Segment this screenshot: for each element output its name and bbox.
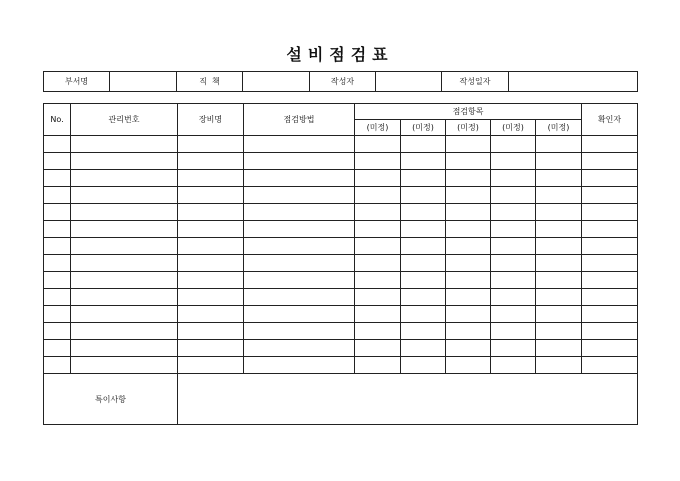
position-label: 직 책: [177, 72, 243, 92]
table-cell[interactable]: [582, 153, 638, 170]
table-cell[interactable]: [582, 136, 638, 153]
table-cell[interactable]: [71, 357, 178, 374]
table-cell[interactable]: [582, 357, 638, 374]
table-cell[interactable]: [446, 187, 491, 204]
table-cell[interactable]: [401, 153, 446, 170]
table-cell[interactable]: [491, 136, 536, 153]
table-cell[interactable]: [178, 187, 244, 204]
table-cell[interactable]: [244, 187, 355, 204]
table-cell[interactable]: [582, 289, 638, 306]
table-cell[interactable]: [536, 340, 582, 357]
table-cell[interactable]: [536, 357, 582, 374]
table-cell[interactable]: [446, 170, 491, 187]
table-cell[interactable]: [536, 204, 582, 221]
table-row: [44, 255, 638, 272]
table-cell[interactable]: [244, 255, 355, 272]
table-cell[interactable]: [71, 255, 178, 272]
table-cell[interactable]: [582, 221, 638, 238]
table-cell[interactable]: [355, 340, 401, 357]
department-field[interactable]: [110, 72, 177, 92]
remarks-field[interactable]: [178, 374, 638, 425]
table-cell[interactable]: [244, 289, 355, 306]
table-cell[interactable]: [536, 187, 582, 204]
table-cell[interactable]: [401, 238, 446, 255]
table-cell[interactable]: [71, 136, 178, 153]
table-cell[interactable]: [491, 204, 536, 221]
table-cell[interactable]: [44, 289, 71, 306]
item-subheader-4: (미정): [491, 120, 536, 136]
table-cell[interactable]: [178, 221, 244, 238]
table-cell[interactable]: [178, 255, 244, 272]
table-row: [44, 306, 638, 323]
table-cell[interactable]: [244, 340, 355, 357]
table-cell[interactable]: [178, 272, 244, 289]
table-cell[interactable]: [491, 340, 536, 357]
table-cell[interactable]: [401, 289, 446, 306]
table-cell[interactable]: [446, 204, 491, 221]
table-cell[interactable]: [44, 136, 71, 153]
table-cell[interactable]: [44, 323, 71, 340]
table-cell[interactable]: [178, 204, 244, 221]
table-cell[interactable]: [582, 306, 638, 323]
table-cell[interactable]: [491, 323, 536, 340]
table-cell[interactable]: [446, 255, 491, 272]
table-cell[interactable]: [244, 238, 355, 255]
table-cell[interactable]: [446, 272, 491, 289]
table-cell[interactable]: [401, 340, 446, 357]
table-cell[interactable]: [71, 221, 178, 238]
header-management-number: 관리번호: [71, 104, 178, 136]
table-cell[interactable]: [491, 357, 536, 374]
table-cell[interactable]: [401, 204, 446, 221]
table-row: [44, 204, 638, 221]
table-cell[interactable]: [401, 323, 446, 340]
table-cell[interactable]: [401, 221, 446, 238]
table-cell[interactable]: [582, 170, 638, 187]
header-confirmer: 확인자: [582, 104, 638, 136]
table-cell[interactable]: [355, 255, 401, 272]
table-cell[interactable]: [44, 187, 71, 204]
table-cell[interactable]: [178, 323, 244, 340]
table-cell[interactable]: [71, 289, 178, 306]
table-cell[interactable]: [491, 255, 536, 272]
item-subheader-5: (미정): [536, 120, 582, 136]
table-row: [44, 238, 638, 255]
position-field[interactable]: [243, 72, 310, 92]
table-cell[interactable]: [355, 289, 401, 306]
table-cell[interactable]: [491, 272, 536, 289]
table-cell[interactable]: [401, 187, 446, 204]
header-inspection-method: 점검방법: [244, 104, 355, 136]
table-cell[interactable]: [401, 306, 446, 323]
date-field[interactable]: [509, 72, 638, 92]
table-cell[interactable]: [446, 238, 491, 255]
table-cell[interactable]: [491, 153, 536, 170]
table-cell[interactable]: [355, 306, 401, 323]
table-cell[interactable]: [244, 221, 355, 238]
table-cell[interactable]: [491, 187, 536, 204]
table-cell[interactable]: [44, 153, 71, 170]
table-cell[interactable]: [178, 136, 244, 153]
table-cell[interactable]: [401, 357, 446, 374]
table-cell[interactable]: [536, 221, 582, 238]
table-cell[interactable]: [71, 153, 178, 170]
table-cell[interactable]: [71, 340, 178, 357]
table-cell[interactable]: [401, 272, 446, 289]
table-cell[interactable]: [178, 306, 244, 323]
table-cell[interactable]: [244, 357, 355, 374]
table-cell[interactable]: [582, 272, 638, 289]
table-cell[interactable]: [536, 289, 582, 306]
table-cell[interactable]: [582, 187, 638, 204]
table-cell[interactable]: [536, 306, 582, 323]
table-row: [44, 153, 638, 170]
table-cell[interactable]: [71, 238, 178, 255]
table-cell[interactable]: [491, 238, 536, 255]
table-cell[interactable]: [582, 238, 638, 255]
table-cell[interactable]: [582, 340, 638, 357]
table-cell[interactable]: [536, 255, 582, 272]
table-cell[interactable]: [71, 306, 178, 323]
table-cell[interactable]: [244, 170, 355, 187]
table-row: [44, 357, 638, 374]
table-cell[interactable]: [355, 221, 401, 238]
table-cell[interactable]: [401, 136, 446, 153]
table-cell[interactable]: [446, 153, 491, 170]
table-cell[interactable]: [44, 221, 71, 238]
table-cell[interactable]: [491, 306, 536, 323]
page-title: 설비점검표: [286, 45, 394, 64]
header-equipment-name: 장비명: [178, 104, 244, 136]
table-cell[interactable]: [491, 170, 536, 187]
table-cell[interactable]: [446, 306, 491, 323]
table-cell[interactable]: [244, 153, 355, 170]
table-cell[interactable]: [178, 357, 244, 374]
table-cell[interactable]: [44, 340, 71, 357]
table-row: [44, 221, 638, 238]
table-cell[interactable]: [44, 170, 71, 187]
table-cell[interactable]: [355, 153, 401, 170]
table-cell[interactable]: [355, 136, 401, 153]
header-inspection-items: 점검항목: [355, 104, 582, 120]
table-cell[interactable]: [244, 204, 355, 221]
table-cell[interactable]: [44, 238, 71, 255]
table-cell[interactable]: [446, 136, 491, 153]
table-row: [44, 340, 638, 357]
table-cell[interactable]: [536, 170, 582, 187]
table-cell[interactable]: [355, 238, 401, 255]
item-subheader-2: (미정): [401, 120, 446, 136]
table-cell[interactable]: [446, 357, 491, 374]
table-cell[interactable]: [355, 323, 401, 340]
table-cell[interactable]: [536, 323, 582, 340]
author-label: 작성자: [310, 72, 376, 92]
table-cell[interactable]: [44, 204, 71, 221]
table-cell[interactable]: [44, 272, 71, 289]
table-cell[interactable]: [355, 170, 401, 187]
table-cell[interactable]: [355, 187, 401, 204]
table-cell[interactable]: [355, 204, 401, 221]
table-cell[interactable]: [491, 289, 536, 306]
date-label: 작성일자: [442, 72, 509, 92]
table-cell[interactable]: [536, 238, 582, 255]
inspection-table: [43, 103, 638, 425]
table-cell[interactable]: [178, 340, 244, 357]
header-no: No.: [44, 104, 71, 136]
table-cell[interactable]: [244, 323, 355, 340]
table-cell[interactable]: [71, 323, 178, 340]
table-cell[interactable]: [44, 357, 71, 374]
table-cell[interactable]: [401, 255, 446, 272]
table-cell[interactable]: [446, 323, 491, 340]
table-cell[interactable]: [178, 238, 244, 255]
table-cell[interactable]: [355, 272, 401, 289]
table-cell[interactable]: [582, 204, 638, 221]
table-cell[interactable]: [244, 306, 355, 323]
table-cell[interactable]: [355, 357, 401, 374]
department-label: 부서명: [44, 72, 110, 92]
table-cell[interactable]: [178, 153, 244, 170]
table-cell[interactable]: [44, 255, 71, 272]
remarks-label: 특이사항: [44, 374, 178, 425]
table-row: [44, 170, 638, 187]
info-table: [43, 71, 638, 92]
table-cell[interactable]: [178, 289, 244, 306]
author-field[interactable]: [376, 72, 442, 92]
table-cell[interactable]: [536, 153, 582, 170]
item-subheader-1: (미정): [355, 120, 401, 136]
table-cell[interactable]: [582, 255, 638, 272]
item-subheader-3: (미정): [446, 120, 491, 136]
table-cell[interactable]: [536, 136, 582, 153]
table-cell[interactable]: [71, 170, 178, 187]
table-row: [44, 187, 638, 204]
table-cell[interactable]: [446, 221, 491, 238]
table-cell[interactable]: [446, 289, 491, 306]
table-row: [44, 323, 638, 340]
table-cell[interactable]: [178, 170, 244, 187]
table-row: [44, 272, 638, 289]
table-cell[interactable]: [536, 272, 582, 289]
table-cell[interactable]: [446, 340, 491, 357]
table-cell[interactable]: [44, 306, 71, 323]
table-row: [44, 289, 638, 306]
table-cell[interactable]: [244, 136, 355, 153]
table-cell[interactable]: [71, 272, 178, 289]
table-cell[interactable]: [244, 272, 355, 289]
table-cell[interactable]: [401, 170, 446, 187]
table-cell[interactable]: [71, 187, 178, 204]
table-row: [44, 136, 638, 153]
table-cell[interactable]: [582, 323, 638, 340]
table-cell[interactable]: [71, 204, 178, 221]
table-cell[interactable]: [491, 221, 536, 238]
